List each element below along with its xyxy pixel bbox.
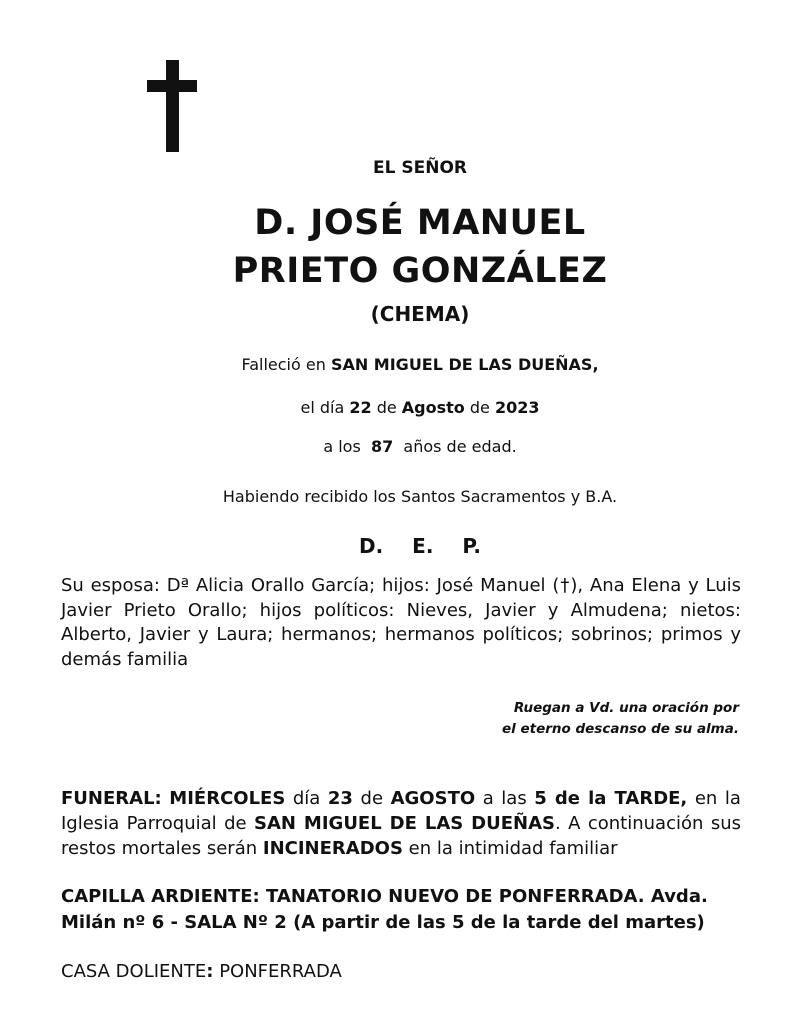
prayer-line1: Ruegan a Vd. una oración por [513, 700, 739, 716]
funeral-church: SAN MIGUEL DE LAS DUEÑAS [254, 813, 555, 834]
deceased-alias: (CHEMA) [370, 302, 470, 326]
funeral-incinerados: INCINERADOS [262, 838, 403, 859]
funeral-text2: de [360, 788, 384, 809]
death-date-line [0, 398, 800, 417]
funeral-day: 23 [327, 788, 353, 809]
cross-icon [147, 60, 197, 152]
funeral-text5: . A continuación sus restos mortales serán [61, 813, 741, 859]
capilla-text: TANATORIO NUEVO DE PONFERRADA. Avda. Milán nº 6 - SALA Nº 2 (A partir de las 5 de la tarde del martes) [61, 886, 708, 933]
casa-doliente [61, 961, 741, 982]
capilla-label: CAPILLA ARDIENTE [61, 886, 253, 907]
funeral-text6: en la intimidad familiar [408, 838, 618, 859]
age-suffix: años de edad. [403, 437, 517, 456]
death-day: 22 [349, 398, 372, 417]
funeral-text4: en la Iglesia Parroquial de [61, 788, 741, 834]
deceased-name-line1: D. JOSÉ MANUEL [254, 203, 586, 243]
cross-horizontal-bar [147, 80, 197, 92]
casa-colon: : [206, 961, 214, 982]
family-paragraph: Su esposa: Dª Alicia Orallo García; hijos: José Manuel (†), Ana Elena y Luis Javier Prieto Orallo; hijos políticos: Nieves, Javier y Almudena; nietos: Alberto, Javier y Laura; hermanos; hermanos políticos; sobrinos; primos y demás familia [61, 575, 741, 670]
funeral-text3: a las [482, 788, 527, 809]
deceased-name-line2: PRIETO GONZÁLEZ [232, 251, 608, 291]
death-date-de1: de [376, 398, 397, 417]
death-place-line [0, 355, 800, 374]
funeral-time: 5 de la TARDE, [534, 788, 688, 809]
capilla-colon: : [252, 886, 260, 907]
age-prefix: a los [323, 437, 361, 456]
death-place: SAN MIGUEL DE LAS DUEÑAS, [330, 355, 599, 374]
death-month: Agosto [401, 398, 465, 417]
age-value: 87 [370, 437, 394, 456]
death-date-de2: de [469, 398, 490, 417]
funeral-label: FUNERAL: [61, 788, 162, 809]
casa-place: PONFERRADA [219, 961, 342, 982]
death-date-prefix: el día [300, 398, 345, 417]
title-el-senor: EL SEÑOR [373, 158, 467, 178]
casa-label: CASA DOLIENTE [61, 961, 207, 982]
sacraments-line: Habiendo recibido los Santos Sacramentos y B.A. [222, 487, 618, 506]
cross-vertical-bar [166, 60, 179, 152]
death-year: 2023 [494, 398, 540, 417]
age-line [0, 437, 800, 456]
capilla-ardiente [61, 884, 751, 936]
funeral-weekday: MIÉRCOLES [169, 788, 286, 809]
dep-heading: D. E. P. [359, 534, 481, 558]
prayer-line2: el eterno descanso de su alma. [502, 721, 739, 737]
prayer-request [339, 698, 739, 740]
funeral-text1: día [292, 788, 321, 809]
funeral-paragraph [61, 786, 741, 861]
death-place-prefix: Falleció en [241, 355, 326, 374]
funeral-month: AGOSTO [390, 788, 476, 809]
